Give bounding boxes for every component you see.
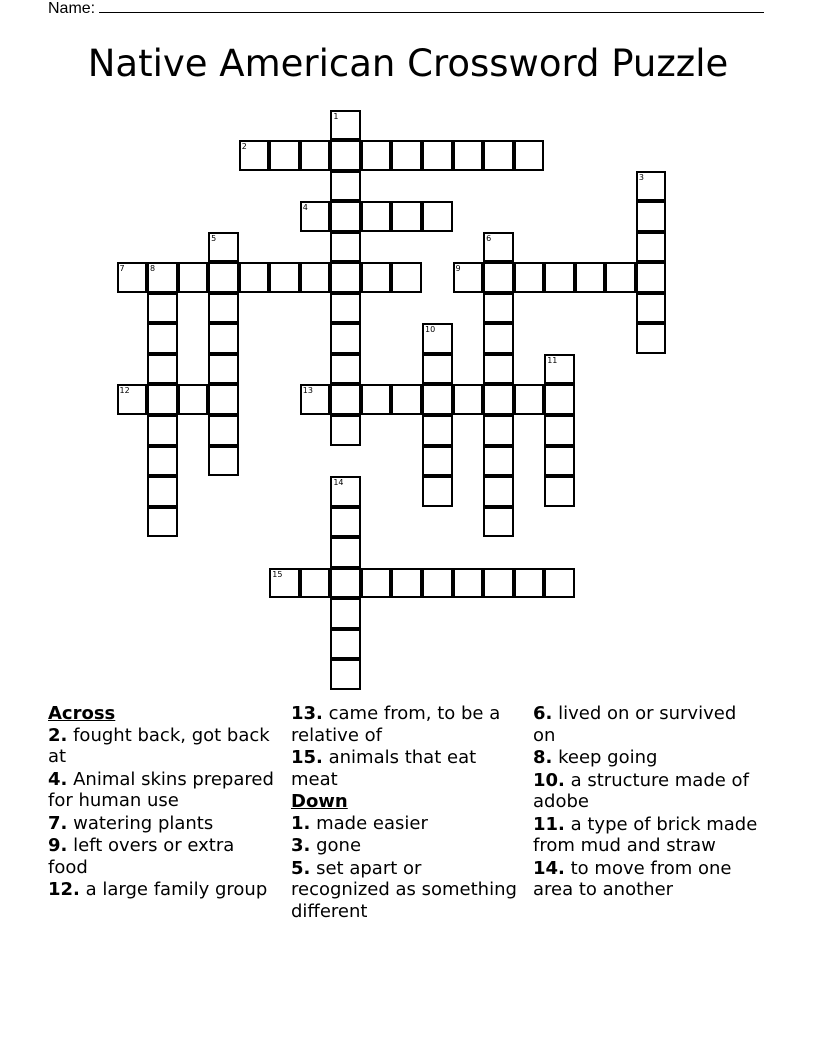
grid-cell[interactable] bbox=[269, 568, 300, 599]
clue-number: 6. bbox=[533, 703, 553, 724]
grid-cell[interactable] bbox=[147, 384, 178, 415]
grid-cell[interactable] bbox=[330, 537, 361, 568]
grid-cell[interactable] bbox=[330, 507, 361, 538]
grid-cell[interactable] bbox=[330, 629, 361, 660]
clue-number: 4 bbox=[302, 203, 308, 213]
grid-cell[interactable] bbox=[361, 262, 392, 293]
page-title: Native American Crossword Puzzle bbox=[87, 42, 729, 85]
grid-cell[interactable] bbox=[391, 568, 422, 599]
clue-number: 6 bbox=[486, 233, 492, 243]
grid-cell[interactable] bbox=[453, 140, 484, 171]
clue-number: 15 bbox=[272, 569, 283, 579]
clue-text: a type of brick made from mud and straw bbox=[533, 813, 758, 856]
grid-cell[interactable] bbox=[239, 140, 270, 171]
down-clue bbox=[533, 703, 763, 746]
clue-number: 12. bbox=[48, 879, 80, 900]
grid-cell[interactable] bbox=[330, 140, 361, 171]
grid-cell[interactable] bbox=[300, 262, 331, 293]
grid-cell[interactable] bbox=[330, 201, 361, 232]
clue-text: lived on or survived on bbox=[533, 703, 737, 746]
clue-number: 3. bbox=[291, 835, 311, 856]
grid-cell[interactable] bbox=[636, 232, 667, 263]
clue-number: 1. bbox=[291, 812, 311, 834]
clue-number: 15. bbox=[291, 747, 323, 768]
grid-cell[interactable] bbox=[544, 568, 575, 599]
clue-number: 2. bbox=[48, 724, 68, 746]
clue-number: 9. bbox=[48, 835, 68, 856]
clue-number: 7 bbox=[119, 264, 125, 274]
down-clue bbox=[533, 770, 763, 813]
clue-number: 5 bbox=[211, 233, 217, 243]
grid-cell[interactable] bbox=[208, 415, 239, 446]
grid-cell[interactable] bbox=[330, 476, 361, 507]
grid-cell[interactable] bbox=[361, 201, 392, 232]
clues-column-3 bbox=[533, 703, 763, 902]
grid-cell[interactable] bbox=[208, 323, 239, 354]
grid-cell[interactable] bbox=[208, 446, 239, 477]
clue-number: 7. bbox=[48, 812, 68, 834]
down-header: Down bbox=[291, 791, 348, 812]
clue-text: animals that eat meat bbox=[291, 747, 477, 790]
grid-cell[interactable] bbox=[147, 415, 178, 446]
grid-cell[interactable] bbox=[147, 262, 178, 293]
clue-number: 11 bbox=[547, 355, 558, 365]
grid-cell[interactable] bbox=[544, 476, 575, 507]
grid-cell[interactable] bbox=[483, 568, 514, 599]
clue-number: 3 bbox=[638, 172, 644, 182]
across-clue bbox=[48, 769, 278, 812]
clue-number: 10 bbox=[425, 325, 436, 335]
grid-cell[interactable] bbox=[483, 354, 514, 385]
grid-cell[interactable] bbox=[422, 140, 453, 171]
grid-cell[interactable] bbox=[300, 140, 331, 171]
grid-cell[interactable] bbox=[575, 262, 606, 293]
clue-number: 1 bbox=[333, 111, 339, 121]
clue-number: 13. bbox=[291, 703, 323, 724]
grid-cell[interactable] bbox=[483, 476, 514, 507]
grid-cell[interactable] bbox=[330, 659, 361, 690]
clues-column-2 bbox=[291, 703, 521, 923]
grid-cell[interactable] bbox=[300, 384, 331, 415]
grid-cell[interactable] bbox=[147, 476, 178, 507]
grid-cell[interactable] bbox=[483, 262, 514, 293]
grid-cell[interactable] bbox=[483, 507, 514, 538]
grid-cell[interactable] bbox=[178, 262, 209, 293]
grid-cell[interactable] bbox=[391, 384, 422, 415]
grid-cell[interactable] bbox=[544, 446, 575, 477]
clue-text: keep going bbox=[552, 747, 658, 768]
grid-cell[interactable] bbox=[391, 262, 422, 293]
down-clue bbox=[533, 747, 763, 769]
grid-cell[interactable] bbox=[330, 232, 361, 263]
grid-cell[interactable] bbox=[147, 446, 178, 477]
grid-cell[interactable] bbox=[514, 262, 545, 293]
grid-cell[interactable] bbox=[117, 384, 148, 415]
grid-cell[interactable] bbox=[483, 415, 514, 446]
grid-cell[interactable] bbox=[453, 384, 484, 415]
grid-cell[interactable] bbox=[453, 262, 484, 293]
grid-cell[interactable] bbox=[361, 384, 392, 415]
grid-cell[interactable] bbox=[361, 568, 392, 599]
clue-number: 14 bbox=[333, 478, 344, 488]
across-clue bbox=[48, 725, 278, 768]
grid-cell[interactable] bbox=[330, 568, 361, 599]
across-clue bbox=[48, 835, 278, 878]
clue-number: 8. bbox=[533, 747, 553, 768]
grid-cell[interactable] bbox=[422, 323, 453, 354]
grid-cell[interactable] bbox=[269, 262, 300, 293]
clue-number: 8 bbox=[150, 264, 156, 274]
down-clue bbox=[533, 858, 763, 901]
down-clue bbox=[533, 814, 763, 857]
grid-cell[interactable] bbox=[422, 415, 453, 446]
clue-text: to move from one area to another bbox=[533, 857, 732, 900]
across-header: Across bbox=[48, 703, 116, 724]
grid-cell[interactable] bbox=[483, 293, 514, 324]
grid-cell[interactable] bbox=[544, 262, 575, 293]
grid-cell[interactable] bbox=[422, 384, 453, 415]
clue-text: watering plants bbox=[67, 812, 214, 834]
clue-text: fought back, got back at bbox=[48, 724, 270, 767]
clue-text: made easier bbox=[310, 812, 428, 834]
clues-column-1 bbox=[48, 703, 278, 902]
down-clue bbox=[291, 858, 521, 923]
grid-cell[interactable] bbox=[391, 140, 422, 171]
clue-number: 13 bbox=[302, 386, 313, 396]
grid-cell[interactable] bbox=[330, 262, 361, 293]
grid-cell[interactable] bbox=[330, 354, 361, 385]
grid-cell[interactable] bbox=[147, 323, 178, 354]
grid-cell[interactable] bbox=[330, 598, 361, 629]
clue-number: 11. bbox=[533, 813, 565, 835]
grid-cell[interactable] bbox=[330, 323, 361, 354]
clue-text: a large family group bbox=[79, 879, 268, 900]
grid-cell[interactable] bbox=[514, 384, 545, 415]
grid-cell[interactable] bbox=[330, 384, 361, 415]
grid-cell[interactable] bbox=[300, 568, 331, 599]
clue-number: 9 bbox=[455, 264, 461, 274]
across-clue bbox=[48, 813, 278, 835]
grid-cell[interactable] bbox=[544, 415, 575, 446]
grid-cell[interactable] bbox=[330, 293, 361, 324]
clue-number: 14. bbox=[533, 857, 565, 879]
grid-cell[interactable] bbox=[361, 140, 392, 171]
grid-cell[interactable] bbox=[483, 140, 514, 171]
clue-number: 12 bbox=[119, 386, 130, 396]
grid-cell[interactable] bbox=[239, 262, 270, 293]
grid-cell[interactable] bbox=[178, 384, 209, 415]
grid-cell[interactable] bbox=[422, 201, 453, 232]
grid-cell[interactable] bbox=[605, 262, 636, 293]
clue-text: Animal skins prepared for human use bbox=[48, 768, 274, 811]
name-label: Name: bbox=[48, 0, 96, 17]
grid-cell[interactable] bbox=[422, 568, 453, 599]
grid-cell[interactable] bbox=[422, 354, 453, 385]
grid-cell[interactable] bbox=[300, 201, 331, 232]
down-clue bbox=[291, 813, 521, 835]
grid-cell[interactable] bbox=[514, 568, 545, 599]
clue-text: came from, to be a relative of bbox=[291, 703, 501, 746]
grid-cell[interactable] bbox=[636, 262, 667, 293]
grid-cell[interactable] bbox=[636, 323, 667, 354]
clue-number: 2 bbox=[241, 142, 247, 152]
across-clue bbox=[291, 703, 521, 746]
grid-cell[interactable] bbox=[453, 568, 484, 599]
grid-cell[interactable] bbox=[422, 476, 453, 507]
clue-text: left overs or extra food bbox=[48, 835, 235, 878]
grid-cell[interactable] bbox=[269, 140, 300, 171]
grid-cell[interactable] bbox=[514, 140, 545, 171]
grid-cell[interactable] bbox=[422, 446, 453, 477]
clue-text: set apart or recognized as something different bbox=[291, 857, 517, 922]
grid-cell[interactable] bbox=[147, 293, 178, 324]
grid-cell[interactable] bbox=[117, 262, 148, 293]
down-clue bbox=[291, 835, 521, 857]
grid-cell[interactable] bbox=[483, 446, 514, 477]
clue-number: 4. bbox=[48, 768, 68, 790]
grid-cell[interactable] bbox=[208, 354, 239, 385]
grid-cell[interactable] bbox=[483, 232, 514, 263]
clue-number: 10. bbox=[533, 769, 565, 791]
grid-cell[interactable] bbox=[636, 171, 667, 202]
grid-cell[interactable] bbox=[544, 354, 575, 385]
clue-number: 5. bbox=[291, 857, 311, 879]
grid-cell[interactable] bbox=[330, 171, 361, 202]
clue-text: a structure made of adobe bbox=[533, 769, 749, 812]
across-clue bbox=[291, 747, 521, 790]
grid-cell[interactable] bbox=[208, 384, 239, 415]
grid-cell[interactable] bbox=[147, 354, 178, 385]
grid-cell[interactable] bbox=[208, 293, 239, 324]
grid-cell[interactable] bbox=[544, 384, 575, 415]
grid-cell[interactable] bbox=[208, 232, 239, 263]
clue-text: gone bbox=[310, 835, 362, 856]
grid-cell[interactable] bbox=[147, 507, 178, 538]
grid-cell[interactable] bbox=[636, 293, 667, 324]
across-clue bbox=[48, 879, 278, 901]
grid-cell[interactable] bbox=[330, 415, 361, 446]
grid-cell[interactable] bbox=[208, 262, 239, 293]
grid-cell[interactable] bbox=[483, 384, 514, 415]
grid-cell[interactable] bbox=[330, 110, 361, 141]
grid-cell[interactable] bbox=[636, 201, 667, 232]
grid-cell[interactable] bbox=[483, 323, 514, 354]
grid-cell[interactable] bbox=[391, 201, 422, 232]
